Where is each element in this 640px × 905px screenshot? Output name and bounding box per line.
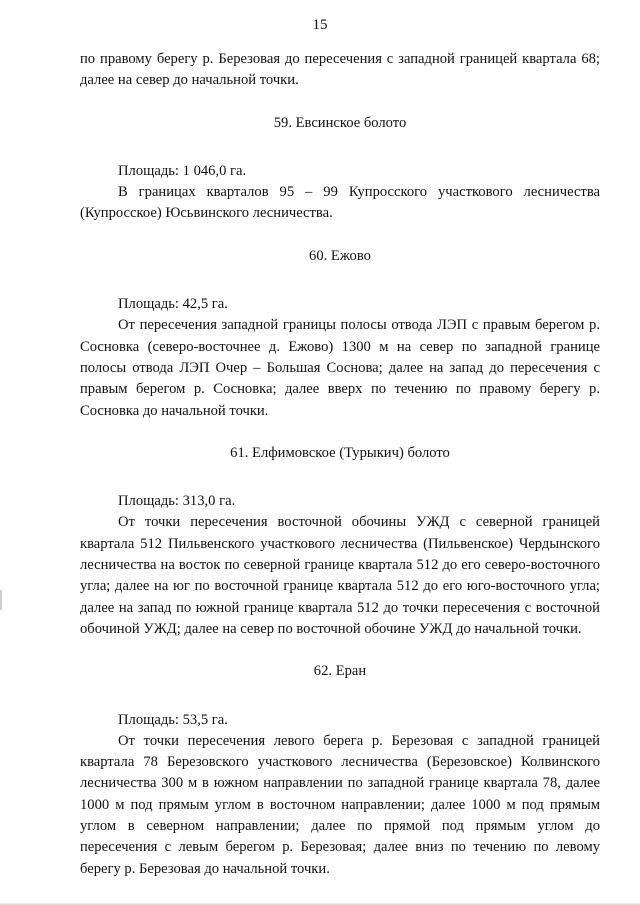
page-number: 15 (312, 17, 328, 33)
section-description: От точки пересечения восточной обочины УЖД с северной границей квартала 512 Пильвенского участкового лесничества (Пильвенское) Чердынского лесничества на восток по северной границе квартала 512 до его северо-восточного угла; далее на юг по восточной границе квартала 512 до его юго-восточного угла; далее на запад по южной границе квартала 512 до точки пересечения с восточной обочиной УЖД; далее на север по восточной обочине УЖД до начальной точки. (80, 514, 600, 637)
document-body (80, 49, 600, 880)
scan-edge-mark (0, 590, 2, 610)
section-area: Площадь: 42,5 га. (118, 296, 228, 313)
section-description: От точки пересечения левого берега р. Березовая с западной границей квартала 78 Березовского участкового лесничества (Березовское) Колвинского лесничества 300 м в южном направлении по западной границе квартала 78, далее 1000 м под прямым углом в восточном направлении; далее 1000 м под прямым углом в северном направлении; далее по прямой под прямым углом до пересечения с левым берегом р. Березовая; далее вниз по течению по левому берегу р. Березовая до начальной точки. (80, 732, 600, 877)
intro-paragraph: по правому берегу р. Березовая до пересечения с западной границей квартала 68; далее на север до начальной точки. (80, 51, 600, 89)
section-area: Площадь: 53,5 га. (118, 711, 228, 728)
section-60 (80, 246, 600, 422)
section-59 (80, 113, 600, 225)
section-heading: 61. Елфимовское (Турыкич) болото (230, 444, 450, 461)
section-area: Площадь: 313,0 га. (118, 493, 236, 510)
section-description: В границах кварталов 95 – 99 Купросского участкового лесничества (Купросское) Юсьвинского лесничества. (80, 184, 600, 222)
section-heading: 59. Евсинское болото (273, 114, 407, 131)
section-62 (80, 661, 600, 880)
section-61 (80, 443, 600, 640)
section-heading: 62. Еран (313, 663, 367, 680)
section-area: Площадь: 1 046,0 га. (118, 162, 247, 179)
section-description: От пересечения западной границы полосы отвода ЛЭП с правым берегом р. Сосновка (северо-восточнее д. Ежово) 1300 м на север по западной границе полосы отвода ЛЭП Очер – Большая Соснова; далее на запад до пересечения с правым берегом р. Сосновка; далее вверх по течению по правому берегу р. Сосновка до начальной точки. (80, 317, 600, 419)
section-heading: 60. Ежово (309, 247, 371, 264)
